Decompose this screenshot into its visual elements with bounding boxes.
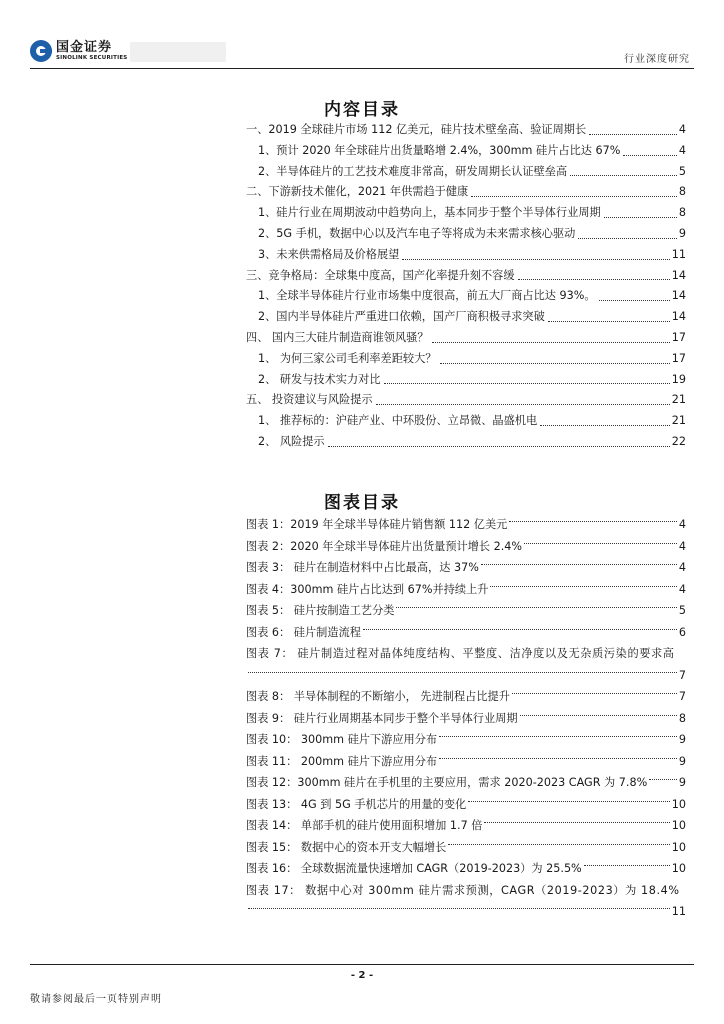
toc-leader-dots bbox=[589, 134, 677, 135]
toc-leader-dots bbox=[540, 425, 670, 426]
figure-leader-dots bbox=[509, 521, 677, 522]
figure-leader-dots bbox=[248, 908, 670, 909]
figure-entry[interactable] bbox=[246, 751, 686, 773]
logo-chinese-name: 国金证券 bbox=[56, 39, 113, 55]
figure-leader-dots bbox=[512, 693, 677, 694]
figure-leader-dots bbox=[396, 607, 676, 608]
figure-leader-dots bbox=[584, 865, 670, 866]
toc-entry[interactable] bbox=[246, 432, 686, 453]
figure-entry-page: 4 bbox=[678, 539, 686, 553]
toc-entry-label: 2、国内半导体硅片严重进口依赖，国产厂商积极寻求突破 bbox=[258, 310, 545, 324]
toc-entry[interactable] bbox=[246, 224, 686, 245]
figure-leader-dots bbox=[439, 736, 677, 737]
figure-entry-page: 4 bbox=[678, 518, 686, 531]
figure-entry-page: 5 bbox=[678, 604, 686, 617]
toc-entry-page: 17 bbox=[671, 351, 686, 365]
figure-entry[interactable] bbox=[246, 514, 686, 536]
toc-entry-label: 三、竞争格局：全球集中度高，国产化率提升刻不容缓 bbox=[246, 268, 515, 282]
toc-entry[interactable] bbox=[246, 286, 686, 307]
report-type: 行业深度研究 bbox=[624, 54, 690, 65]
toc-title: 内容目录 bbox=[324, 100, 400, 120]
figure-entry[interactable] bbox=[246, 643, 686, 686]
figure-entry-label: 图表 10： 300mm 硅片下游应用分布 bbox=[246, 733, 438, 746]
figure-entry-label: 图表 17： 数据中心对 300mm 硅片需求预测，CAGR（2019-2023）为 18.4% bbox=[246, 883, 680, 897]
toc-entry-label: 四、 国内三大硅片制造商谁领风骚？ bbox=[246, 330, 429, 344]
figure-entry-page: 10 bbox=[671, 797, 686, 811]
toc-entry-page: 14 bbox=[671, 268, 686, 282]
toc-entry-page: 4 bbox=[678, 143, 686, 157]
figure-entry-page: 11 bbox=[671, 905, 686, 918]
toc-leader-dots bbox=[328, 446, 670, 447]
figure-leader-dots bbox=[448, 844, 669, 845]
toc-leader-dots bbox=[548, 321, 670, 322]
page-header bbox=[0, 0, 724, 80]
figure-entry[interactable] bbox=[246, 880, 686, 923]
figure-leader-dots bbox=[468, 801, 670, 802]
toc-entry-label: 一、2019 全球硅片市场 112 亿美元，硅片技术壁垒高、验证周期长 bbox=[246, 123, 587, 136]
toc-entry-label: 五、 投资建议与风险提示 bbox=[246, 393, 373, 407]
figure-entry[interactable] bbox=[246, 815, 686, 837]
toc-entry-page: 22 bbox=[671, 434, 686, 448]
header-decorative-bar bbox=[130, 42, 226, 62]
toc-leader-dots bbox=[604, 217, 677, 218]
toc-entry-label: 1、 推荐标的：沪硅产业、中环股份、立昂微、晶盛机电 bbox=[258, 414, 538, 428]
toc-entry-label: 1、 为何三家公司毛利率差距较大？ bbox=[258, 351, 437, 365]
figure-entry-page: 4 bbox=[678, 561, 686, 574]
figure-entry-label: 图表 9： 硅片行业周期基本同步于整个半导体行业周期 bbox=[246, 711, 518, 725]
toc-leader-dots bbox=[384, 383, 670, 384]
toc-leader-dots bbox=[570, 175, 677, 176]
header-divider bbox=[30, 68, 694, 69]
toc-entry-page: 5 bbox=[678, 164, 686, 178]
toc-entry-page: 21 bbox=[671, 393, 686, 407]
figure-entry-page: 8 bbox=[678, 711, 686, 725]
toc-leader-dots bbox=[402, 259, 669, 260]
toc-entry-page: 17 bbox=[671, 330, 686, 344]
figure-entry-page: 4 bbox=[678, 582, 686, 596]
toc-entry-label: 2、半导体硅片的工艺技术难度非常高，研发周期长认证壁垒高 bbox=[258, 164, 568, 178]
toc-entry-label: 2、5G 手机，数据中心以及汽车电子等将成为未来需求核心驱动 bbox=[258, 226, 576, 240]
figure-leader-dots bbox=[520, 715, 677, 716]
figure-entry-label: 图表 2：2020 年全球半导体硅片出货量预计增长 2.4% bbox=[246, 539, 523, 553]
toc-leader-dots bbox=[471, 196, 677, 197]
figure-entry-label: 图表 15： 数据中心的资本开支大幅增长 bbox=[246, 840, 447, 854]
toc-entry-label: 1、全球半导体硅片行业市场集中度很高，前五大厂商占比达 93%。 bbox=[258, 289, 596, 303]
figure-entry-page: 6 bbox=[678, 625, 686, 639]
toc-entry[interactable] bbox=[246, 390, 686, 411]
toc-leader-dots bbox=[376, 404, 670, 405]
figure-entry[interactable] bbox=[246, 600, 686, 622]
footer-disclaimer: 敬请参阅最后一页特别声明 bbox=[30, 994, 162, 1005]
figure-entry-page: 9 bbox=[678, 776, 686, 789]
toc-entry-label: 1、硅片行业在周期波动中趋势向上，基本同步于整个半导体行业周期 bbox=[258, 206, 601, 220]
figure-entry[interactable] bbox=[246, 579, 686, 601]
toc-entry-page: 8 bbox=[678, 185, 686, 199]
figure-entry[interactable] bbox=[246, 772, 686, 794]
toc-entry[interactable] bbox=[246, 307, 686, 328]
figure-entry-label: 图表 4：300mm 硅片占比达到 67%并持续上升 bbox=[246, 582, 489, 596]
figure-entry[interactable] bbox=[246, 686, 686, 708]
figure-entry-label: 图表 8： 半导体制程的不断缩小， 先进制程占比提升 bbox=[246, 690, 510, 703]
figure-entry-page: 10 bbox=[671, 840, 686, 854]
toc-entry[interactable] bbox=[246, 182, 686, 203]
toc-entry-label: 二、下游新技术催化，2021 年供需趋于健康 bbox=[246, 185, 469, 199]
figure-entry[interactable] bbox=[246, 708, 686, 730]
figure-entry-page: 9 bbox=[678, 754, 686, 768]
list-of-figures bbox=[246, 514, 686, 923]
figure-entry[interactable] bbox=[246, 837, 686, 859]
toc-entry-page: 9 bbox=[678, 226, 686, 240]
figure-entry-label: 图表 11： 200mm 硅片下游应用分布 bbox=[246, 754, 438, 768]
page-number: - 2 - bbox=[350, 970, 374, 981]
toc-entry-label: 2、 风险提示 bbox=[258, 434, 325, 448]
toc-entry-page: 4 bbox=[678, 123, 686, 136]
figure-leader-dots bbox=[439, 758, 677, 759]
toc-entry[interactable] bbox=[246, 120, 686, 141]
figure-entry-label: 图表 6： 硅片制造流程 bbox=[246, 625, 361, 639]
figure-entry-label: 图表 3： 硅片在制造材料中占比最高，达 37% bbox=[246, 561, 479, 574]
toc-entry[interactable] bbox=[246, 349, 686, 370]
figure-entry-page: 10 bbox=[671, 862, 686, 875]
figure-entry-label: 图表 12：300mm 硅片在手机里的主要应用，需求 2020-2023 CAGR 为 7.8% bbox=[246, 776, 648, 789]
toc-entry-page: 19 bbox=[671, 372, 686, 386]
toc-entry-page: 8 bbox=[678, 206, 686, 220]
figure-entry-page: 7 bbox=[678, 690, 686, 703]
figure-entry[interactable] bbox=[246, 729, 686, 751]
toc-entry-page: 11 bbox=[671, 247, 686, 261]
figure-entry-page: 10 bbox=[671, 819, 686, 832]
toc-entry[interactable] bbox=[246, 245, 686, 266]
figure-leader-dots bbox=[363, 629, 677, 630]
figure-leader-dots bbox=[484, 822, 669, 823]
figure-leader-dots bbox=[481, 564, 677, 565]
company-logo bbox=[30, 40, 127, 62]
figure-entry-label: 图表 5： 硅片按制造工艺分类 bbox=[246, 604, 395, 617]
toc-entry[interactable] bbox=[246, 328, 686, 349]
toc-leader-dots bbox=[518, 279, 670, 280]
toc-entry[interactable] bbox=[246, 203, 686, 224]
toc-entry-label: 2、 研发与技术实力对比 bbox=[258, 372, 381, 386]
figure-entry-label: 图表 1：2019 年全球半导体硅片销售额 112 亿美元 bbox=[246, 518, 508, 531]
footer-divider bbox=[30, 964, 694, 965]
figure-leader-dots bbox=[490, 586, 676, 587]
figure-leader-dots bbox=[248, 672, 677, 673]
toc-entry[interactable] bbox=[246, 141, 686, 162]
toc-leader-dots bbox=[599, 300, 670, 301]
toc-leader-dots bbox=[623, 155, 677, 156]
toc-leader-dots bbox=[432, 342, 670, 343]
toc-entry-label: 1、预计 2020 年全球硅片出货量略增 2.4%，300mm 硅片占比达 67% bbox=[258, 143, 621, 157]
toc-entry[interactable] bbox=[246, 162, 686, 183]
figure-entry[interactable] bbox=[246, 557, 686, 579]
figure-entry-page: 7 bbox=[678, 668, 686, 682]
toc-entry-page: 14 bbox=[671, 289, 686, 303]
logo-icon bbox=[30, 40, 52, 62]
toc-entry-page: 21 bbox=[671, 414, 686, 428]
toc-entry-label: 3、未来供需格局及价格展望 bbox=[258, 247, 400, 261]
toc-leader-dots bbox=[578, 238, 677, 239]
figure-entry[interactable] bbox=[246, 536, 686, 558]
logo-english-name: SINOLINK SECURITIES bbox=[56, 54, 128, 61]
figure-entry-label: 图表 14： 单部手机的硅片使用面积增加 1.7 倍 bbox=[246, 819, 483, 832]
figure-entry-label: 图表 16： 全球数据流量快速增加 CAGR（2019-2023）为 25.5% bbox=[246, 862, 582, 875]
figure-entry-label: 图表 7： 硅片制造过程对晶体纯度结构、平整度、洁净度以及无杂质污染的要求高 bbox=[246, 647, 675, 660]
figure-leader-dots bbox=[524, 543, 677, 544]
figure-leader-dots bbox=[649, 779, 677, 780]
toc-leader-dots bbox=[440, 363, 670, 364]
figure-entry-label: 图表 13： 4G 到 5G 手机芯片的用量的变化 bbox=[246, 797, 467, 811]
figure-entry[interactable] bbox=[246, 622, 686, 644]
figure-entry-page: 9 bbox=[678, 733, 686, 746]
figure-entry[interactable] bbox=[246, 858, 686, 880]
toc-entry[interactable] bbox=[246, 411, 686, 432]
figure-entry[interactable] bbox=[246, 794, 686, 816]
toc-entry[interactable] bbox=[246, 370, 686, 391]
toc-entry-page: 14 bbox=[671, 310, 686, 324]
table-of-contents bbox=[246, 120, 686, 453]
toc-entry[interactable] bbox=[246, 266, 686, 287]
figures-title: 图表目录 bbox=[324, 493, 400, 513]
